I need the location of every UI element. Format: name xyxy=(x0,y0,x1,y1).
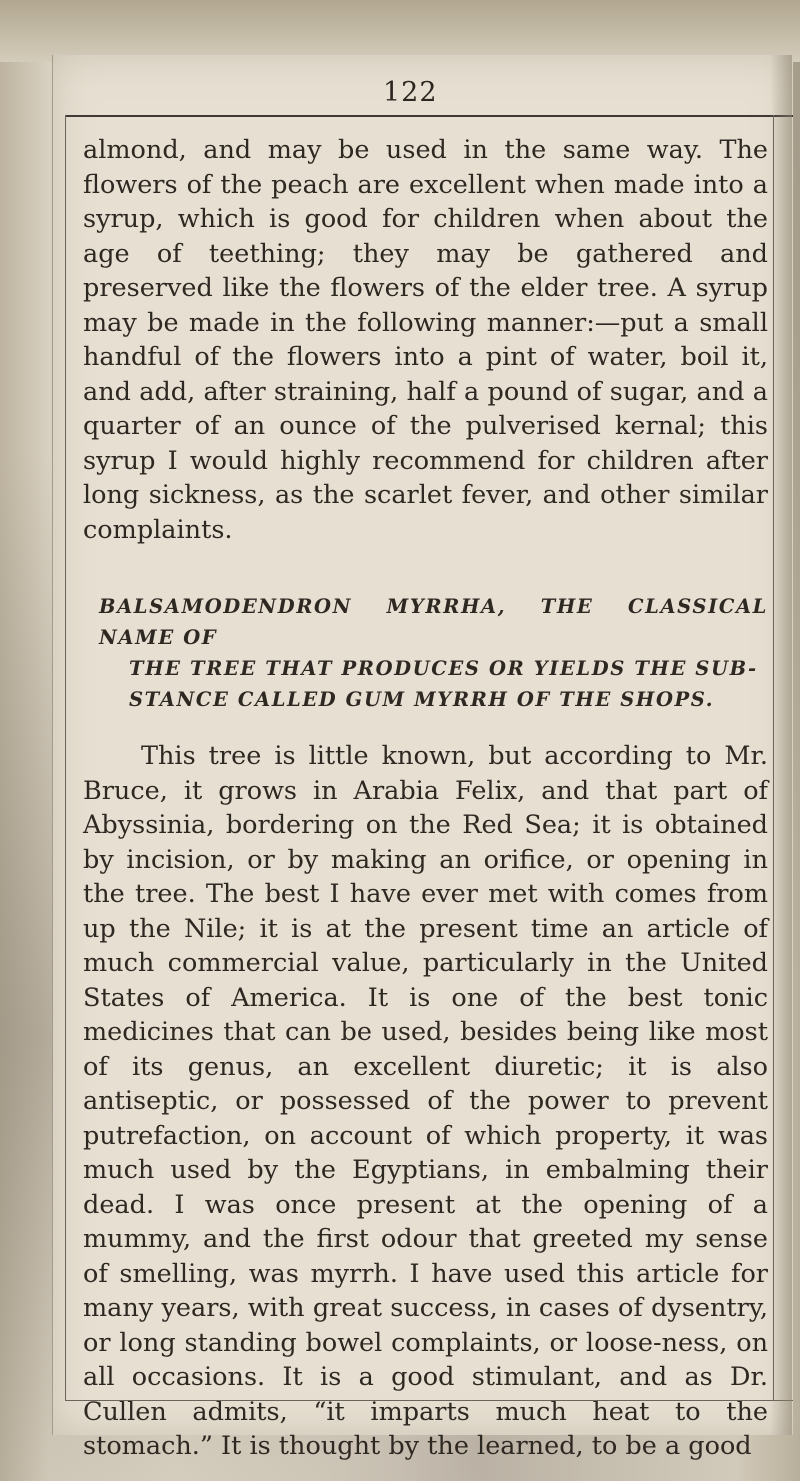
previous-page-edge xyxy=(0,0,800,62)
heading-line: THE TREE THAT PRODUCES OR YIELDS THE SUB- xyxy=(129,657,758,680)
section-heading-myrrh xyxy=(83,591,768,715)
page-number: 122 xyxy=(383,77,438,108)
paragraph-myrrh: This tree is little known, but according to Mr. Bruce, it grows in Arabia Felix, and that part of Abyssinia, bordering on the Red Sea; it is obtained by incision, or by making an orifice, or opening in the tree. The best I have ever met with comes from up the Nile; it is at the present time an article of much commercial value, particularly in the United States of America. It is one of the best tonic medicines that can be used, besides being like most of its genus, an excellent diuretic; it is also antiseptic, or possessed of the power to prevent putrefaction, on account of which property, it was much used by the Egyptians, in embalming their dead. I was once present at the opening of a mummy, and the first odour that greeted my sense of smelling, was myrrh. I have used this article for many years, with great success, in cases of dysentry, or long standing bowel complaints, or loose-ness, on all occasions. It is a good stimulant, and as Dr. Cullen admits, “it imparts much heat to the stomach.” It is thought by the learned, to be a good xyxy=(83,741,768,1461)
paragraph-peach-flowers: almond, and may be used in the same way. The flowers of the peach are excellent when made into a syrup, which is good for children when about the age of teething; they may be gathered and preserved like the flowers of the elder tree. A syrup may be made in the following manner:—put a small handful of the flowers into a pint of water, boil it, and add, after straining, half a pound of sugar, and a quarter of an ounce of the pulverised kernal; this syrup I would highly recommend for children after long sickness, as the scarlet fever, and other similar complaints. xyxy=(83,135,768,545)
footer-rule xyxy=(65,1400,793,1401)
heading-line: BALSAMODENDRON MYRRHA, THE CLASSICAL NAME OF xyxy=(99,595,768,649)
page-edge-shadow xyxy=(770,55,792,1435)
book-page xyxy=(52,55,793,1461)
heading-line: STANCE CALLED GUM MYRRH OF THE SHOPS. xyxy=(129,688,715,711)
body-text xyxy=(83,133,768,1464)
left-border-rule xyxy=(65,115,66,1400)
header-rule xyxy=(65,115,793,117)
